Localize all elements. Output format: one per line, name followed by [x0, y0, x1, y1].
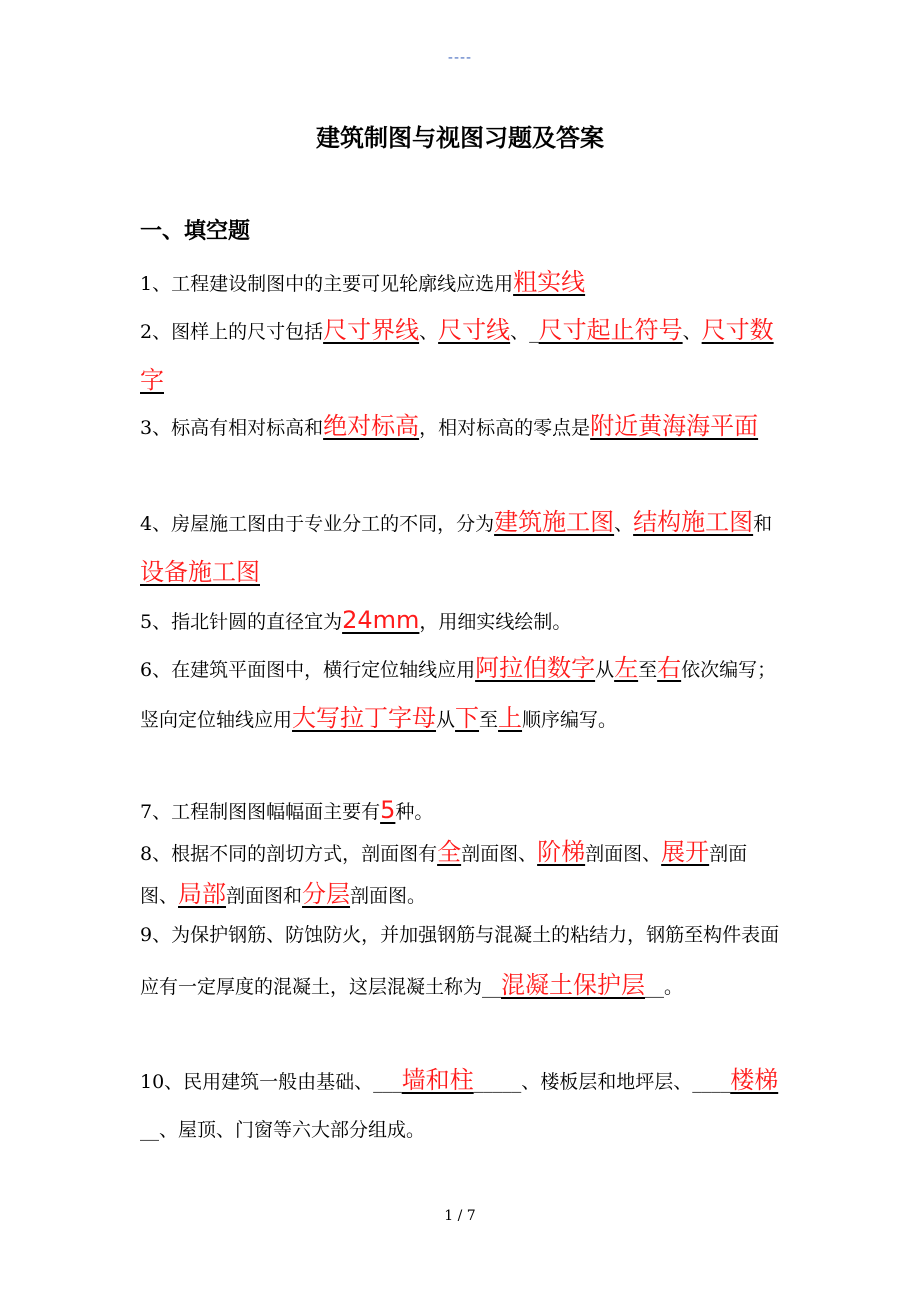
answer: 楼梯	[730, 1066, 779, 1094]
question-text: 、_	[510, 321, 539, 343]
page-number: 1 / 7	[444, 1208, 476, 1224]
question-text: 剖面图、	[461, 843, 538, 865]
answer: 建筑施工图	[494, 508, 615, 536]
question-text: __。	[645, 976, 684, 998]
header-mark: ----	[447, 50, 473, 66]
question-text: 剖面图、	[585, 843, 662, 865]
question-text: 从	[436, 709, 456, 731]
question-text: 顺序编写。	[522, 709, 618, 731]
question-2	[140, 306, 782, 406]
answer: 上	[498, 704, 523, 732]
question-text: ，相对标高的零点是	[419, 417, 591, 439]
question-text: __、屋顶、门窗等六大部分组成。	[140, 1119, 426, 1141]
answer: 分层	[302, 880, 351, 908]
answer: 粗实线	[513, 268, 586, 296]
question-text: ，用细实线绘制。	[419, 611, 572, 633]
question-text: 6、在建筑平面图中，横行定位轴线应用	[140, 659, 476, 681]
question-5	[140, 596, 782, 646]
question-text: 至	[479, 709, 499, 731]
question-text: 至	[638, 659, 658, 681]
question-3	[140, 402, 782, 452]
question-7	[140, 786, 782, 836]
question-text: 、	[419, 321, 439, 343]
answer: 局部	[178, 880, 227, 908]
question-text: 依次编写；竖向定位轴线应用	[140, 659, 777, 731]
section-heading: 一、填空题	[140, 219, 251, 244]
answer: 5	[380, 796, 396, 824]
question-4	[140, 498, 782, 598]
question-text: 8、根据不同的剖切方式，剖面图有	[140, 843, 438, 865]
answer: 墙和柱	[401, 1066, 474, 1094]
answer: 下	[455, 704, 480, 732]
answer: 阿拉伯数字	[475, 654, 596, 682]
answer: 尺寸起止符号	[538, 316, 683, 344]
question-text: 7、工程制图图幅幅面主要有	[140, 801, 381, 823]
question-text: 4、房屋施工图由于专业分工的不同，分为	[140, 513, 495, 535]
answer: 设备施工图	[140, 558, 260, 586]
answer: 尺寸数字	[140, 316, 774, 394]
question-text: 和	[753, 513, 773, 535]
question-text: 10、民用建筑一般由基础、___	[140, 1071, 402, 1093]
question-text: 5、指北针圆的直径宜为	[140, 611, 343, 633]
answer: 阶梯	[537, 838, 586, 866]
answer: 附近黄海海平面	[590, 412, 759, 440]
question-10	[140, 1056, 782, 1154]
question-text: 2、图样上的尺寸包括	[140, 321, 324, 343]
answer: 24mm	[342, 606, 420, 634]
question-text: 剖面图、	[140, 843, 748, 907]
question-8	[140, 832, 782, 916]
answer: 绝对标高	[323, 412, 420, 440]
answer: 尺寸界线	[323, 316, 420, 344]
question-1	[140, 258, 782, 308]
answer: 左	[614, 654, 639, 682]
answer: 展开	[661, 838, 710, 866]
answer: 混凝土保护层	[501, 971, 646, 999]
question-text: _____、楼板层和地坪层、____	[473, 1071, 731, 1093]
answer: 右	[657, 654, 682, 682]
question-text: 从	[595, 659, 615, 681]
answer: 全	[437, 838, 462, 866]
question-6	[140, 644, 782, 744]
question-text: 9、为保护钢筋、防蚀防火，并加强钢筋与混凝土的粘结力，钢筋至构件表面应有一定厚度的混凝土，这层混凝土称为__	[140, 924, 780, 998]
answer: 大写拉丁字母	[292, 704, 437, 732]
question-text: 3、标高有相对标高和	[140, 417, 324, 439]
question-text: 剖面图和	[226, 885, 303, 907]
question-9	[140, 910, 782, 1012]
question-text: 、	[682, 321, 702, 343]
answer: 结构施工图	[633, 508, 754, 536]
question-text: 剖面图。	[350, 885, 427, 907]
question-text: 、	[614, 513, 634, 535]
question-text: 1、工程建设制图中的主要可见轮廓线应选用	[140, 273, 514, 295]
question-text: 种。	[395, 801, 434, 823]
document-title: 建筑制图与视图习题及答案	[316, 124, 604, 152]
answer: 尺寸线	[438, 316, 511, 344]
